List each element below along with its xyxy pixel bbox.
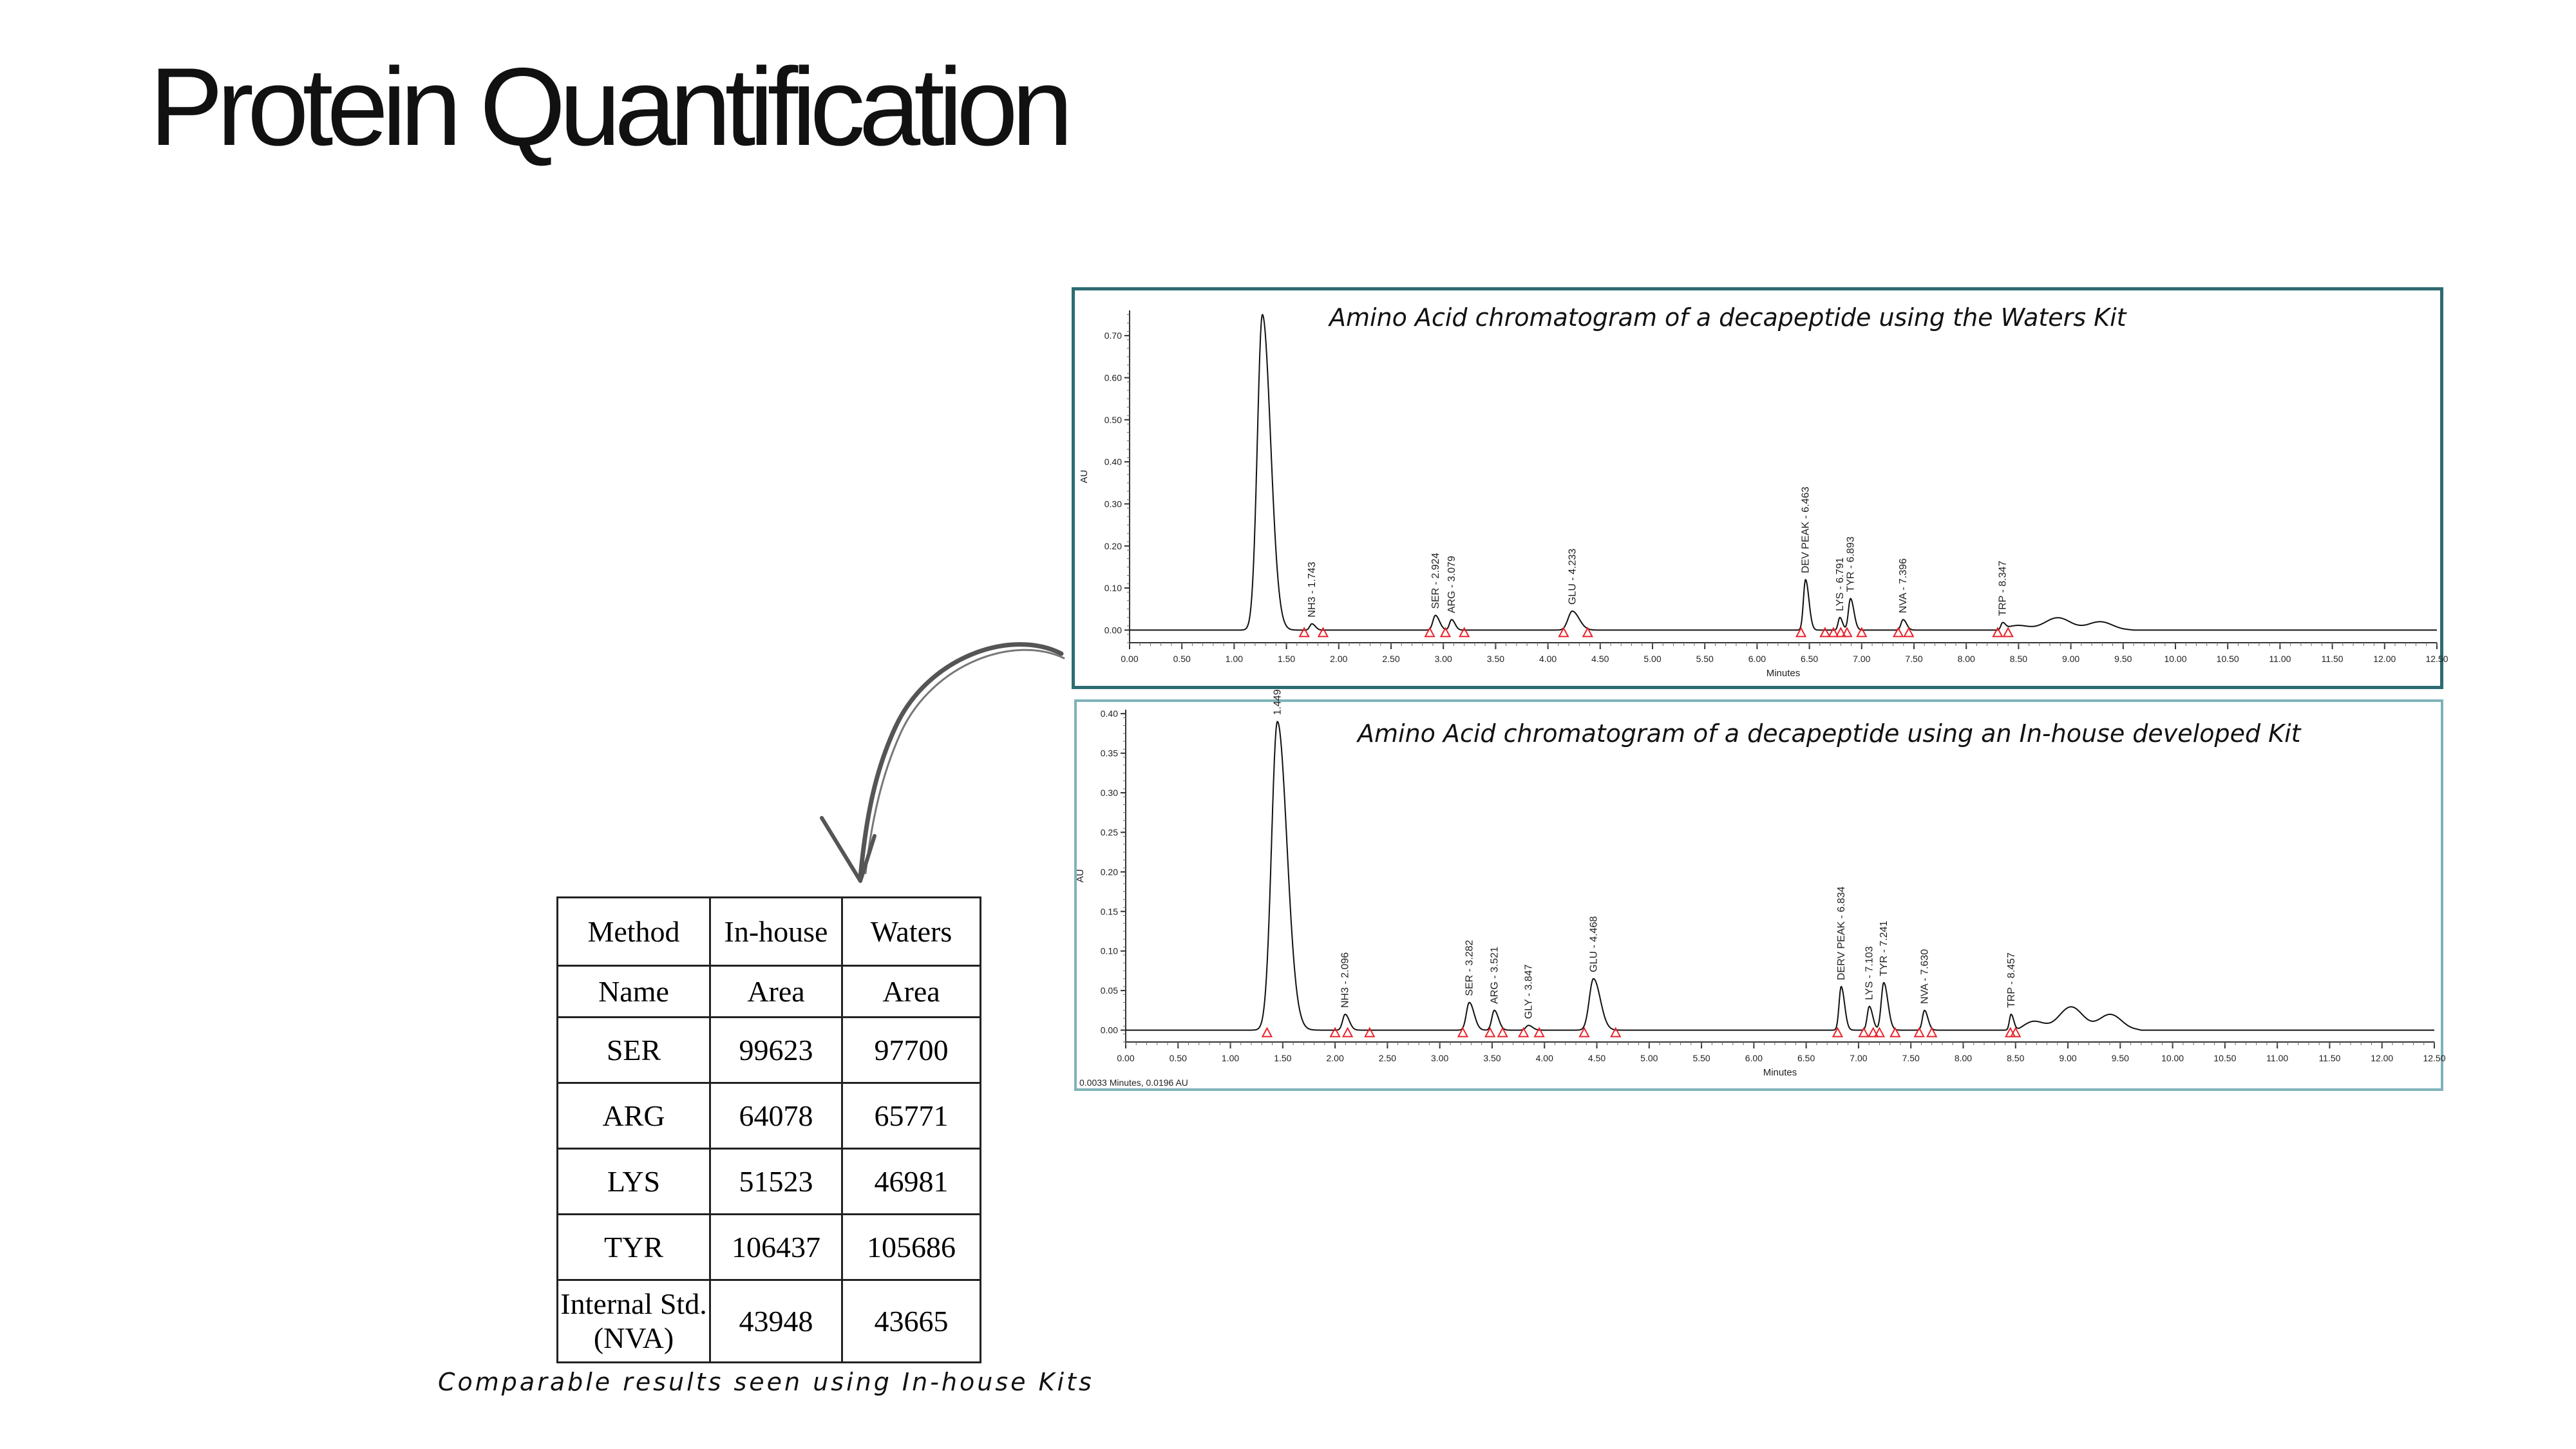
curved-arrow-icon: [799, 631, 1082, 902]
x-tick-label: 6.00: [1748, 654, 1766, 664]
x-tick-label: 7.50: [1902, 1053, 1920, 1063]
y-tick-label: 0.30: [1104, 498, 1122, 509]
x-tick-label: 11.00: [2269, 654, 2291, 664]
y-tick-label: 0.70: [1104, 330, 1122, 341]
table-cell-name: Internal Std. (NVA): [558, 1280, 710, 1363]
x-tick-label: 7.50: [1905, 654, 1923, 664]
peak-label: NH3 - 1.743: [1307, 562, 1318, 618]
page-title: Protein Quantification: [149, 45, 1067, 169]
chart-title: Amino Acid chromatogram of a decapeptide using an In-house developed Kit: [1358, 719, 2301, 748]
table-cell-name: TYR: [558, 1215, 710, 1280]
x-tick-label: 5.00: [1643, 654, 1662, 664]
y-tick-label: 0.40: [1100, 708, 1118, 719]
y-tick-label: 0.25: [1100, 827, 1118, 838]
x-tick-label: 1.50: [1274, 1053, 1292, 1063]
x-tick-label: 6.00: [1745, 1053, 1763, 1063]
inhouse-kit-chromatogram: [1074, 689, 2446, 1091]
y-tick-label: 0.35: [1100, 748, 1118, 759]
peak-label: LYS - 7.103: [1864, 946, 1875, 1000]
peak-label: GLU - 4.233: [1567, 548, 1578, 605]
peak-label: NVA - 7.630: [1919, 949, 1931, 1004]
table-cell-inhouse: 64078: [710, 1083, 842, 1149]
x-tick-label: 4.50: [1587, 1053, 1606, 1063]
x-tick-label: 9.00: [2059, 1053, 2077, 1063]
x-tick-label: 12.00: [2373, 654, 2396, 664]
x-tick-label: 8.50: [2009, 654, 2028, 664]
x-tick-label: 2.50: [1378, 1053, 1397, 1063]
table-header-row: [558, 898, 981, 966]
chart-frame: [1074, 289, 2442, 688]
peak-label: GLY - 3.847: [1523, 964, 1535, 1019]
x-tick-label: 0.00: [1117, 1053, 1135, 1063]
peak-label: LYS - 6.791: [1834, 557, 1846, 611]
chart-footer-readout: 0.0033 Minutes, 0.0196 AU: [1079, 1077, 1188, 1088]
x-tick-label: 4.00: [1539, 654, 1557, 664]
x-tick-label: 1.00: [1221, 1053, 1240, 1063]
peak-label: NVA - 7.396: [1898, 558, 1909, 614]
peak-label: SER - 3.282: [1464, 940, 1475, 996]
peak-label: ARG - 3.521: [1489, 946, 1501, 1004]
x-axis-label: Minutes: [1766, 668, 1801, 679]
y-axis-label: AU: [1079, 469, 1090, 484]
x-tick-label: 3.00: [1434, 654, 1452, 664]
peak-label: TYR - 6.893: [1845, 536, 1857, 592]
table-row: [558, 1018, 981, 1083]
x-tick-label: 2.00: [1326, 1053, 1344, 1063]
x-tick-label: 7.00: [1850, 1053, 1868, 1063]
results-table: [556, 896, 981, 1363]
table-cell-waters: 105686: [842, 1215, 981, 1280]
table-subheader-row: [558, 966, 981, 1018]
x-tick-label: 10.00: [2161, 1053, 2184, 1063]
table-header-cell: In-house: [710, 898, 842, 966]
x-tick-label: 5.50: [1696, 654, 1714, 664]
x-tick-label: 8.00: [1954, 1053, 1973, 1063]
peak-label: NH3 - 2.096: [1340, 952, 1351, 1008]
peak-label: ARG - 3.079: [1446, 556, 1458, 614]
y-tick-label: 0.00: [1104, 625, 1122, 636]
x-tick-label: 7.00: [1853, 654, 1871, 664]
x-tick-label: 0.50: [1169, 1053, 1187, 1063]
y-tick-label: 0.30: [1100, 788, 1118, 798]
table-cell-inhouse: 99623: [710, 1018, 842, 1083]
x-tick-label: 10.50: [2213, 1053, 2237, 1063]
x-tick-label: 2.50: [1382, 654, 1400, 664]
x-tick-label: 10.50: [2216, 654, 2239, 664]
x-tick-label: 3.50: [1483, 1053, 1501, 1063]
x-tick-label: 12.50: [2423, 1053, 2446, 1063]
y-tick-label: 0.05: [1100, 985, 1118, 996]
x-tick-label: 0.00: [1121, 654, 1139, 664]
peak-label: TRP - 8.457: [2005, 952, 2017, 1008]
x-tick-label: 9.50: [2114, 654, 2132, 664]
x-tick-label: 3.50: [1486, 654, 1505, 664]
y-tick-label: 0.40: [1104, 457, 1122, 468]
x-tick-label: 0.50: [1173, 654, 1191, 664]
x-tick-label: 9.00: [2061, 654, 2080, 664]
y-tick-label: 0.60: [1104, 372, 1122, 383]
table-cell-waters: 65771: [842, 1083, 981, 1149]
x-tick-label: 11.50: [2321, 654, 2344, 664]
chart-title: Amino Acid chromatogram of a decapeptide using the Waters Kit: [1329, 303, 2126, 332]
x-tick-label: 5.00: [1640, 1053, 1658, 1063]
table-row: [558, 1215, 981, 1280]
x-tick-label: 11.50: [2318, 1053, 2341, 1063]
x-tick-label: 12.50: [2425, 654, 2448, 664]
table-row: [558, 1083, 981, 1149]
table-caption: Comparable results seen using In-house Kits: [438, 1368, 1094, 1396]
x-tick-label: 10.00: [2164, 654, 2187, 664]
peak-label: TYR - 7.241: [1879, 920, 1890, 976]
waters-kit-chromatogram: [1072, 287, 2448, 689]
y-axis-label: AU: [1075, 869, 1086, 883]
table-cell-inhouse: 51523: [710, 1149, 842, 1215]
table-cell-waters: 43665: [842, 1280, 981, 1363]
x-tick-label: 1.50: [1277, 654, 1296, 664]
x-tick-label: 4.00: [1535, 1053, 1553, 1063]
peak-label: DERV PEAK - 6.834: [1835, 886, 1847, 980]
peak-label: DEV PEAK - 6.463: [1800, 486, 1812, 574]
x-axis-label: Minutes: [1763, 1067, 1797, 1078]
x-tick-label: 6.50: [1800, 654, 1819, 664]
table-cell-waters: 97700: [842, 1018, 981, 1083]
x-tick-label: 6.50: [1797, 1053, 1815, 1063]
y-tick-label: 0.20: [1100, 866, 1118, 877]
x-tick-label: 4.50: [1591, 654, 1609, 664]
y-tick-label: 0.10: [1100, 945, 1118, 956]
y-tick-label: 0.15: [1100, 906, 1118, 917]
table-cell-inhouse: 106437: [710, 1215, 842, 1280]
x-tick-label: 11.00: [2266, 1053, 2289, 1063]
x-tick-label: 3.00: [1431, 1053, 1449, 1063]
table-subheader-cell: Area: [710, 966, 842, 1018]
table-subheader-cell: Name: [558, 966, 710, 1018]
table-subheader-cell: Area: [842, 966, 981, 1018]
x-tick-label: 8.50: [2007, 1053, 2025, 1063]
peak-label: SER - 2.924: [1430, 553, 1441, 609]
table-row: [558, 1149, 981, 1215]
x-tick-label: 8.00: [1957, 654, 1975, 664]
table-row: [558, 1280, 981, 1363]
y-tick-label: 0.20: [1104, 540, 1122, 551]
peak-label: 1.449: [1272, 689, 1283, 715]
table-cell-name: ARG: [558, 1083, 710, 1149]
table-cell-name: LYS: [558, 1149, 710, 1215]
x-tick-label: 5.50: [1692, 1053, 1710, 1063]
table-cell-name: SER: [558, 1018, 710, 1083]
x-tick-label: 9.50: [2111, 1053, 2129, 1063]
table-header-cell: Waters: [842, 898, 981, 966]
x-tick-label: 2.00: [1330, 654, 1348, 664]
y-tick-label: 0.50: [1104, 414, 1122, 425]
table-cell-waters: 46981: [842, 1149, 981, 1215]
y-tick-label: 0.10: [1104, 583, 1122, 594]
peak-label: TRP - 8.347: [1997, 560, 2009, 616]
chart-frame: [1075, 701, 2442, 1090]
y-tick-label: 0.00: [1100, 1025, 1118, 1036]
table-cell-inhouse: 43948: [710, 1280, 842, 1363]
x-tick-label: 12.00: [2371, 1053, 2394, 1063]
peak-label: GLU - 4.468: [1588, 916, 1600, 972]
table-header-cell: Method: [558, 898, 710, 966]
x-tick-label: 1.00: [1225, 654, 1244, 664]
